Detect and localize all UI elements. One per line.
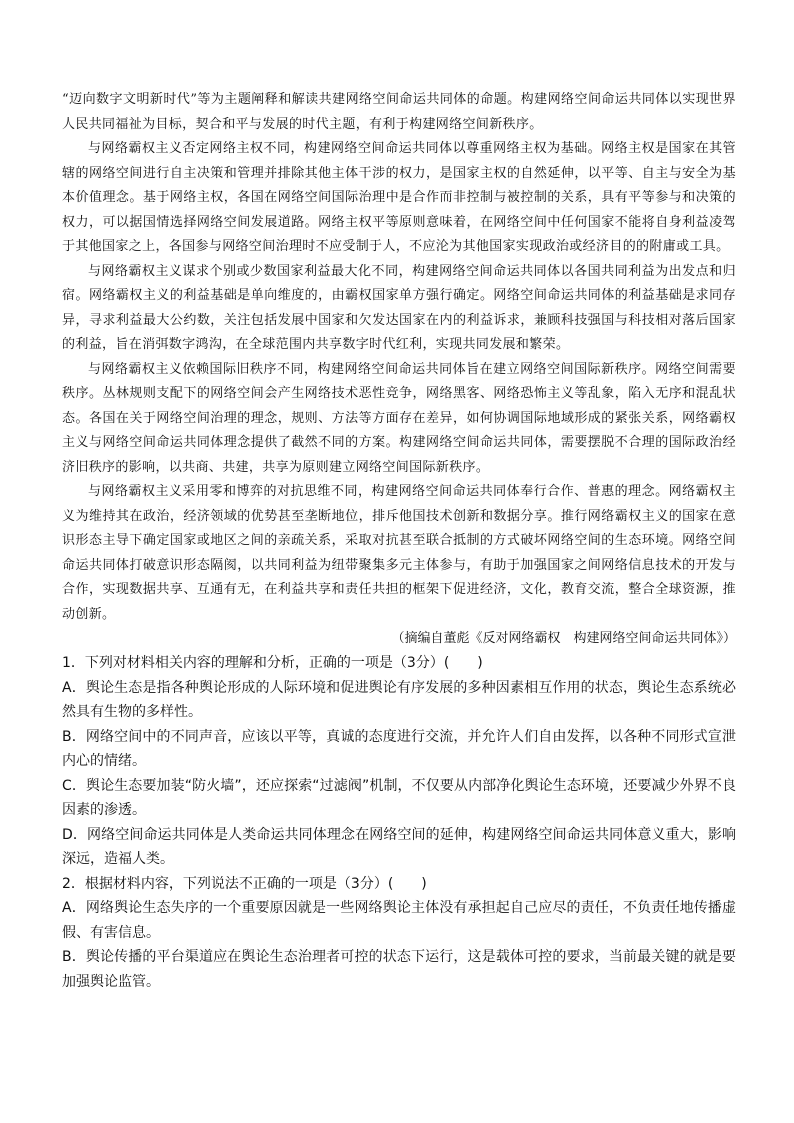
exam-page — [62, 88, 736, 994]
question-2-option-a: A．网络舆论生态失序的一个重要原因就是一些网络舆论主体没有承担起自己应尽的责任，不负责任地传播虚假、有害信息。 — [62, 900, 736, 941]
reading-material — [62, 88, 736, 627]
question-1-option-b: B．网络空间中的不同声音，应该以平等，真诚的态度进行交流，并允许人们自由发挥，以各种不同形式宣泄内心的情绪。 — [62, 728, 736, 769]
question-1-option-c: C．舆论生态要加装“防火墙”，还应探索“过滤阀”机制，不仅要从内部净化舆论生态环境，还要减少外界不良因素的渗透。 — [62, 777, 736, 818]
question-1-stem: 1．下列对材料相关内容的理解和分析，正确的一项是（3分）( ) — [62, 655, 483, 671]
material-paragraph-1: “迈向数字文明新时代”等为主题阐释和解读共建网络空间命运共同体的命题。构建网络空间命运共同体以实现世界人民共同福祉为目标，契合和平与发展的时代主题，有利于构建网络空间新秩序。 — [62, 92, 736, 132]
material-paragraph-5: 与网络霸权主义采用零和博弈的对抗思维不同，构建网络空间命运共同体奉行合作、普惠的理念。网络霸权主义为维持其在政治，经济领域的优势甚至垄断地位，排斥他国技术创新和数据分享。推行网络霸权主义的国家在意识形态主导下确定国家或地区之间的亲疏关系，采取对抗甚至联合抵制的方式破坏网络空间的生态环境。网络空间命运共同体打破意识形态隔阂，以共同利益为纽带聚集多元主体参与，有助于加强国家之间网络信息技术的开发与合作，实现数据共享、互通有无，在利益共享和责任共担的框架下促进经济，文化，教育交流，整合全球资源，推动创新。 — [62, 484, 736, 622]
question-1-option-a: A．舆论生态是指各种舆论形成的人际环境和促进舆论有序发展的多种因素相互作用的状态，舆论生态系统必然具有生物的多样性。 — [62, 679, 736, 720]
material-paragraph-3: 与网络霸权主义谋求个别或少数国家利益最大化不同，构建网络空间命运共同体以各国共同利益为出发点和归宿。网络霸权主义的利益基础是单向维度的，由霸权国家单方强行确定。网络空间命运共同体的利益基础是求同存异，寻求利益最大公约数，关注包括发展中国家和欠发达国家在内的利益诉求，兼顾科技强国与科技相对落后国家的利益，旨在消弭数字鸿沟，在全球范围内共享数字时代红利，实现共同发展和繁荣。 — [62, 263, 736, 352]
question-2-stem: 2．根据材料内容，下列说法不正确的一项是（3分）( ) — [62, 875, 427, 892]
material-source: （摘编自董彪《反对网络霸权 构建网络空间命运共同体》） — [391, 631, 736, 646]
question-2-option-b: B．舆论传播的平台渠道应在舆论生态治理者可控的状态下运行，这是载体可控的要求，当前最关键的就是要加强舆论监管。 — [62, 949, 736, 990]
material-paragraph-2: 与网络霸权主义否定网络主权不同，构建网络空间命运共同体以尊重网络主权为基础。网络主权是国家在其管辖的网络空间进行自主决策和管理并排除其他主体干涉的权力，是国家主权的自然延伸，以平等、自主与安全为基本价值理念。基于网络主权，各国在网络空间国际治理中是合作而非控制与被控制的关系，具有平等参与和决策的权力，可以据国情选择网络空间发展道路。网络主权平等原则意味着，在网络空间中任何国家不能将自身利益凌驾于其他国家之上，各国参与网络空间治理时不应受制于人，不应沦为其他国家实现政治或经济目的的附庸或工具。 — [62, 141, 736, 254]
questions — [62, 651, 736, 994]
question-1-option-d: D．网络空间命运共同体是人类命运共同体理念在网络空间的延伸，构建网络空间命运共同体意义重大，影响深远，造福人类。 — [62, 826, 736, 867]
material-paragraph-4: 与网络霸权主义依赖国际旧秩序不同，构建网络空间命运共同体旨在建立网络空间国际新秩序。网络空间需要秩序。丛林规则支配下的网络空间会产生网络技术恶性竞争，网络黑客、网络恐怖主义等乱象，陷入无序和混乱状态。各国在关于网络空间治理的理念，规则、方法等方面存在差异，如何协调国际地域形成的紧张关系，网络霸权主义与网络空间命运共同体理念提供了截然不同的方案。构建网络空间命运共同体，需要摆脱不合理的国际政治经济旧秩序的影响，以共商、共建，共享为原则建立网络空间国际新秩序。 — [62, 361, 736, 475]
